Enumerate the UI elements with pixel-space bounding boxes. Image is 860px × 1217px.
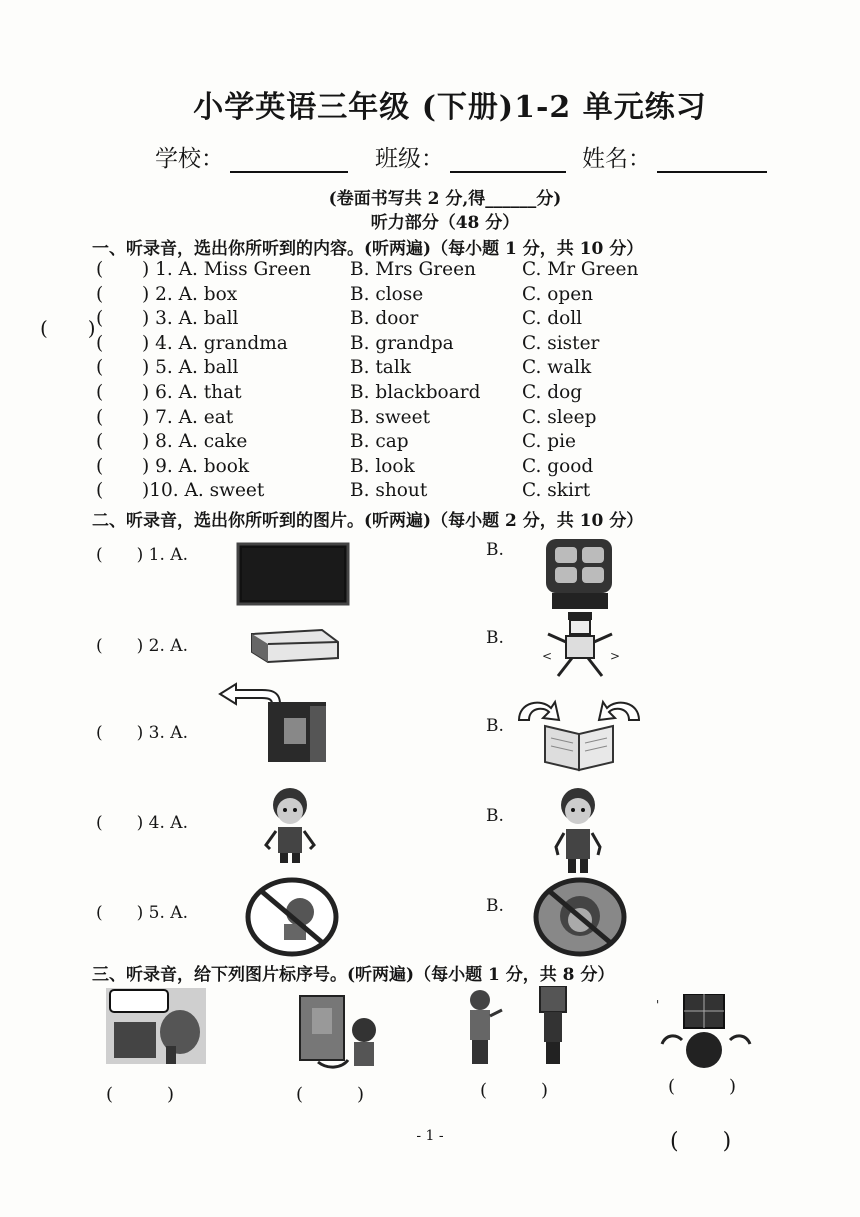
answer-paren[interactable]: ( xyxy=(96,455,104,477)
elephant-scene-icon xyxy=(106,988,206,1064)
option-b: B. close xyxy=(350,283,424,305)
option-b: B. grandpa xyxy=(350,332,454,354)
window-head-icon xyxy=(656,994,756,1074)
option-c: C. open xyxy=(522,283,594,305)
margin-paren: ( ) xyxy=(40,316,96,340)
answer-blank-5[interactable]: ( ) xyxy=(670,1129,732,1154)
s2-q1-label: ( ) 1. A. xyxy=(96,545,188,565)
option-b: B. look xyxy=(350,455,415,477)
option-c: C. doll xyxy=(522,308,583,330)
answer-blank-3[interactable]: ( ) xyxy=(480,1080,549,1101)
option-c: C. Mr Green xyxy=(522,259,639,280)
option-c: C. sleep xyxy=(522,406,597,428)
s2-q3-num: ) 3. A. xyxy=(136,723,188,743)
s2-q4-b-label: B. xyxy=(486,806,504,826)
class-label: 班级： xyxy=(375,146,444,172)
option-c: C. good xyxy=(522,455,594,477)
s2-q3-label: ( ) 3. A. xyxy=(96,723,188,743)
question-row xyxy=(96,456,716,480)
answer-blank-4[interactable]: ( ) xyxy=(668,1076,737,1097)
question-row xyxy=(96,431,716,455)
s2-q4-num: ) 4. A. xyxy=(136,813,188,833)
s2-q5-num: ) 5. A. xyxy=(136,903,188,923)
answer-blank-1[interactable]: ( ) xyxy=(106,1084,175,1105)
question-row xyxy=(96,333,716,357)
handwriting-score-line: (卷面书写共 2 分,得______分) xyxy=(328,189,562,209)
option-c: C. skirt xyxy=(522,480,591,502)
name-blank[interactable] xyxy=(657,147,767,173)
option-c: C. walk xyxy=(522,357,592,379)
s2-q5-label: ( ) 5. A. xyxy=(96,903,188,923)
section3-heading: 三、听录音，给下列图片标序号。(听两遍)（每小题 1 分，共 8 分） xyxy=(92,965,615,985)
option-b: B. sweet xyxy=(350,406,431,428)
s2-q4-label: ( ) 4. A. xyxy=(96,813,188,833)
answer-paren[interactable]: ( xyxy=(96,357,104,379)
answer-paren[interactable]: ( xyxy=(96,259,104,280)
boy-and-robot-icon xyxy=(462,986,574,1066)
option-c: C. pie xyxy=(522,431,576,453)
class-field xyxy=(375,140,566,173)
option-c: C. sister xyxy=(522,332,600,354)
option-b: B. Mrs Green xyxy=(350,259,476,280)
tick-mark: ' xyxy=(656,998,660,1012)
option-a: ) 3. A. ball xyxy=(142,308,239,330)
question-row xyxy=(96,382,716,406)
school-label: 学校： xyxy=(155,146,224,172)
s2-q2-num: ) 2. A. xyxy=(136,636,188,656)
option-a: ) 8. A. cake xyxy=(142,431,248,453)
option-a: ) 7. A. eat xyxy=(142,406,234,428)
option-a: ) 6. A. that xyxy=(142,382,242,403)
option-a: )10. A. sweet xyxy=(142,480,265,502)
s2-q1-num: ) 1. A. xyxy=(136,545,188,565)
question-row xyxy=(96,357,716,381)
section2-heading: 二、听录音，选出你所听到的图片。(听两遍)（每小题 2 分，共 10 分） xyxy=(92,511,644,531)
svg-text:>: > xyxy=(610,649,620,663)
option-b: B. door xyxy=(350,308,419,330)
answer-paren[interactable]: ( xyxy=(96,406,104,428)
listening-header: 听力部分（48 分） xyxy=(370,213,520,233)
blackboard-icon xyxy=(236,542,350,608)
option-a: ) 1. A. Miss Green xyxy=(142,259,311,280)
eraser-icon xyxy=(242,624,342,664)
answer-paren[interactable]: ( xyxy=(96,308,104,330)
option-a: ) 9. A. book xyxy=(142,455,250,477)
open-book-icon xyxy=(515,690,643,776)
answer-paren[interactable]: ( xyxy=(96,431,104,453)
option-b: B. shout xyxy=(350,480,428,502)
no-shouting-icon xyxy=(244,876,340,958)
class-blank[interactable] xyxy=(450,147,566,173)
boy-arms-up-icon xyxy=(546,785,610,877)
option-a: ) 4. A. grandma xyxy=(142,332,288,354)
robot-head-icon xyxy=(540,535,620,615)
question-row xyxy=(96,259,716,283)
answer-paren[interactable]: ( xyxy=(96,382,104,403)
s2-q2-b-label: B. xyxy=(486,628,504,648)
page-number: - 1 - xyxy=(416,1128,444,1144)
s2-q1-b-label: B. xyxy=(486,540,504,560)
option-b: B. talk xyxy=(350,357,411,379)
option-a: ) 2. A. box xyxy=(142,283,238,305)
question-row xyxy=(96,480,716,504)
page-title: 小学英语三年级 (下册)1-2 单元练习 xyxy=(193,90,707,125)
svg-text:<: < xyxy=(542,649,553,663)
answer-paren[interactable]: ( xyxy=(96,283,104,305)
question-row xyxy=(96,308,716,332)
answer-paren[interactable]: ( xyxy=(96,332,104,354)
option-b: B. blackboard xyxy=(350,382,481,403)
school-blank[interactable] xyxy=(230,147,348,173)
s2-q2-label: ( ) 2. A. xyxy=(96,636,188,656)
no-talking-icon xyxy=(532,876,628,958)
close-book-icon xyxy=(218,682,338,764)
question-row xyxy=(96,407,716,431)
answer-paren[interactable]: ( xyxy=(96,480,104,502)
answer-blank-2[interactable]: ( ) xyxy=(296,1084,365,1105)
option-a: ) 5. A. ball xyxy=(142,357,239,379)
question-row xyxy=(96,284,716,308)
option-b: B. cap xyxy=(350,431,409,453)
option-c: C. dog xyxy=(522,382,583,403)
boy-door-icon xyxy=(298,994,386,1070)
boy-arms-down-icon xyxy=(258,785,322,865)
section1-heading: 一、听录音，选出你所听到的内容。(听两遍)（每小题 1 分，共 10 分） xyxy=(92,239,644,259)
s2-q3-b-label: B. xyxy=(486,716,504,736)
name-label: 姓名： xyxy=(582,146,651,172)
s2-q5-b-label: B. xyxy=(486,896,504,916)
dancing-robot-icon xyxy=(540,612,620,682)
name-field xyxy=(582,140,767,173)
school-field xyxy=(155,140,348,173)
